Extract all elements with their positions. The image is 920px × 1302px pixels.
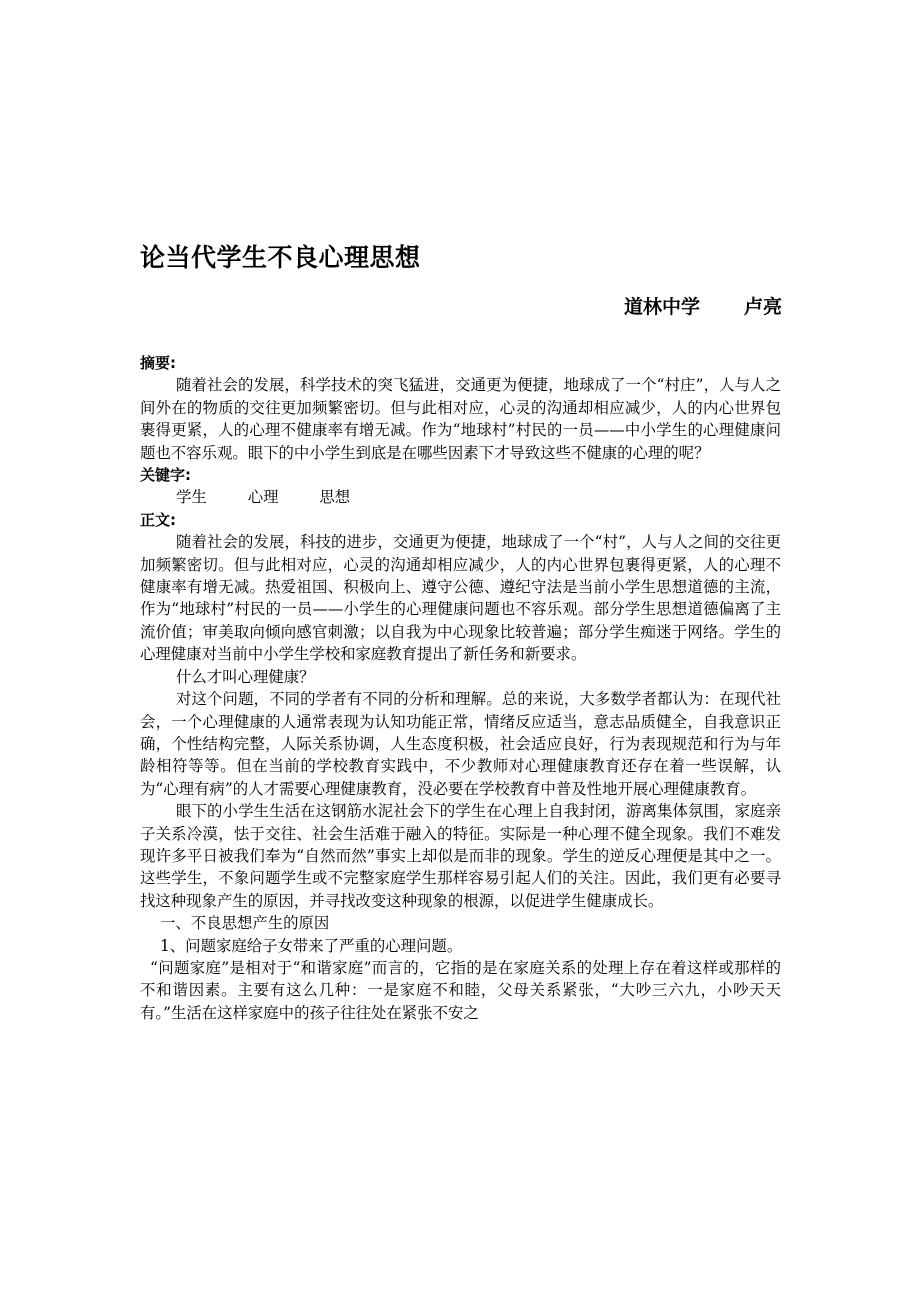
body-paragraph: 随着社会的发展，科技的进步，交通更为便捷，地球成了一个“村”，人与人之间的交往更加频繁密切。但与此相对应，心灵的沟通却相应减少，人的内心世界包裹得更紧，人的心理不健康率有增无减。热爱祖国、积极向上、遵守公德、遵纪守法是当前小学生思想道德的主流，作为“地球村”村民的一员——小学生的心理健康问题也不容乐观。部分学生思想道德偏离了主流价值；审美取向倾向感官刺激；以自我为中心现象比较普遍；部分学生痴迷于网络。学生的心理健康对当前中小学生学校和家庭教育提出了新任务和新要求。	[140, 533, 781, 664]
keyword-item: 思想	[319, 488, 351, 507]
body-paragraph: “问题家庭”是相对于“和谐家庭”而言的，它指的是在家庭关系的处理上存在着这样或那样的不和谐因素。主要有这么几种：一是家庭不和睦，父母关系紧张，“大吵三六九，小吵天天有。”生活在这样家庭中的孩子往往处在紧张不安之	[140, 958, 781, 1022]
author-name: 卢亮	[743, 296, 782, 318]
keyword-item: 心理	[247, 488, 279, 507]
abstract-text: 随着社会的发展，科学技术的突飞猛进，交通更为便捷，地球成了一个“村庄”，人与人之间外在的物质的交往更加频繁密切。但与此相对应，心灵的沟通却相应减少，人的内心世界包裹得更紧，人的心理不健康率有增无减。作为“地球村”村民的一员——中小学生的心理健康问题也不容乐观。眼下的中小学生到底是在哪些因素下才导致这些不健康的心理的呢？	[140, 376, 781, 462]
author-byline	[624, 292, 782, 319]
body-paragraph: 眼下的小学生生活在这钢筋水泥社会下的学生在心理上自我封闭，游离集体氛围，家庭亲子关系冷漠，怯于交往、社会生活难于融入的特征。实际是一种心理不健全现象。我们不难发现许多平日被我们奉为“自然而然”事实上却似是而非的现象。学生的逆反心理便是其中之一。这些学生，不象问题学生或不完整家庭学生那样容易引起人们的关注。因此，我们更有必要寻找这种现象产生的原因，并寻找改变这种现象的根源，以促进学生健康成长。	[140, 802, 781, 910]
section-heading: 一、不良思想产生的原因	[160, 914, 330, 933]
main-text-label: 正文:	[140, 510, 176, 529]
body-paragraph: 对这个问题，不同的学者有不同的分析和理解。总的来说，大多数学者都认为：在现代社会，一个心理健康的人通常表现为认知功能正常，情绪反应适当，意志品质健全，自我意识正确，个性结构完整，人际关系协调，人生态度积极，社会适应良好，行为表现规范和行为与年龄相符等等。但在当前的学校教育实践中，不少教师对心理健康教育还存在着一些误解，认为“心理有病”的人才需要心理健康教育，没必要在学校教育中普及性地开展心理健康教育。	[140, 690, 781, 798]
abstract-label: 摘要:	[140, 354, 176, 372]
keywords-label: 关键字:	[140, 466, 191, 485]
author-school: 道林中学	[623, 296, 700, 318]
keyword-item: 学生	[176, 488, 207, 507]
body-paragraph: 什么才叫心理健康？	[176, 667, 315, 686]
article-title: 论当代学生不良心理思想	[140, 243, 421, 272]
article-body	[140, 352, 781, 1024]
keywords-list	[140, 486, 781, 508]
subsection-heading: 1、问题家庭给子女带来了严重的心理问题。	[160, 936, 463, 955]
